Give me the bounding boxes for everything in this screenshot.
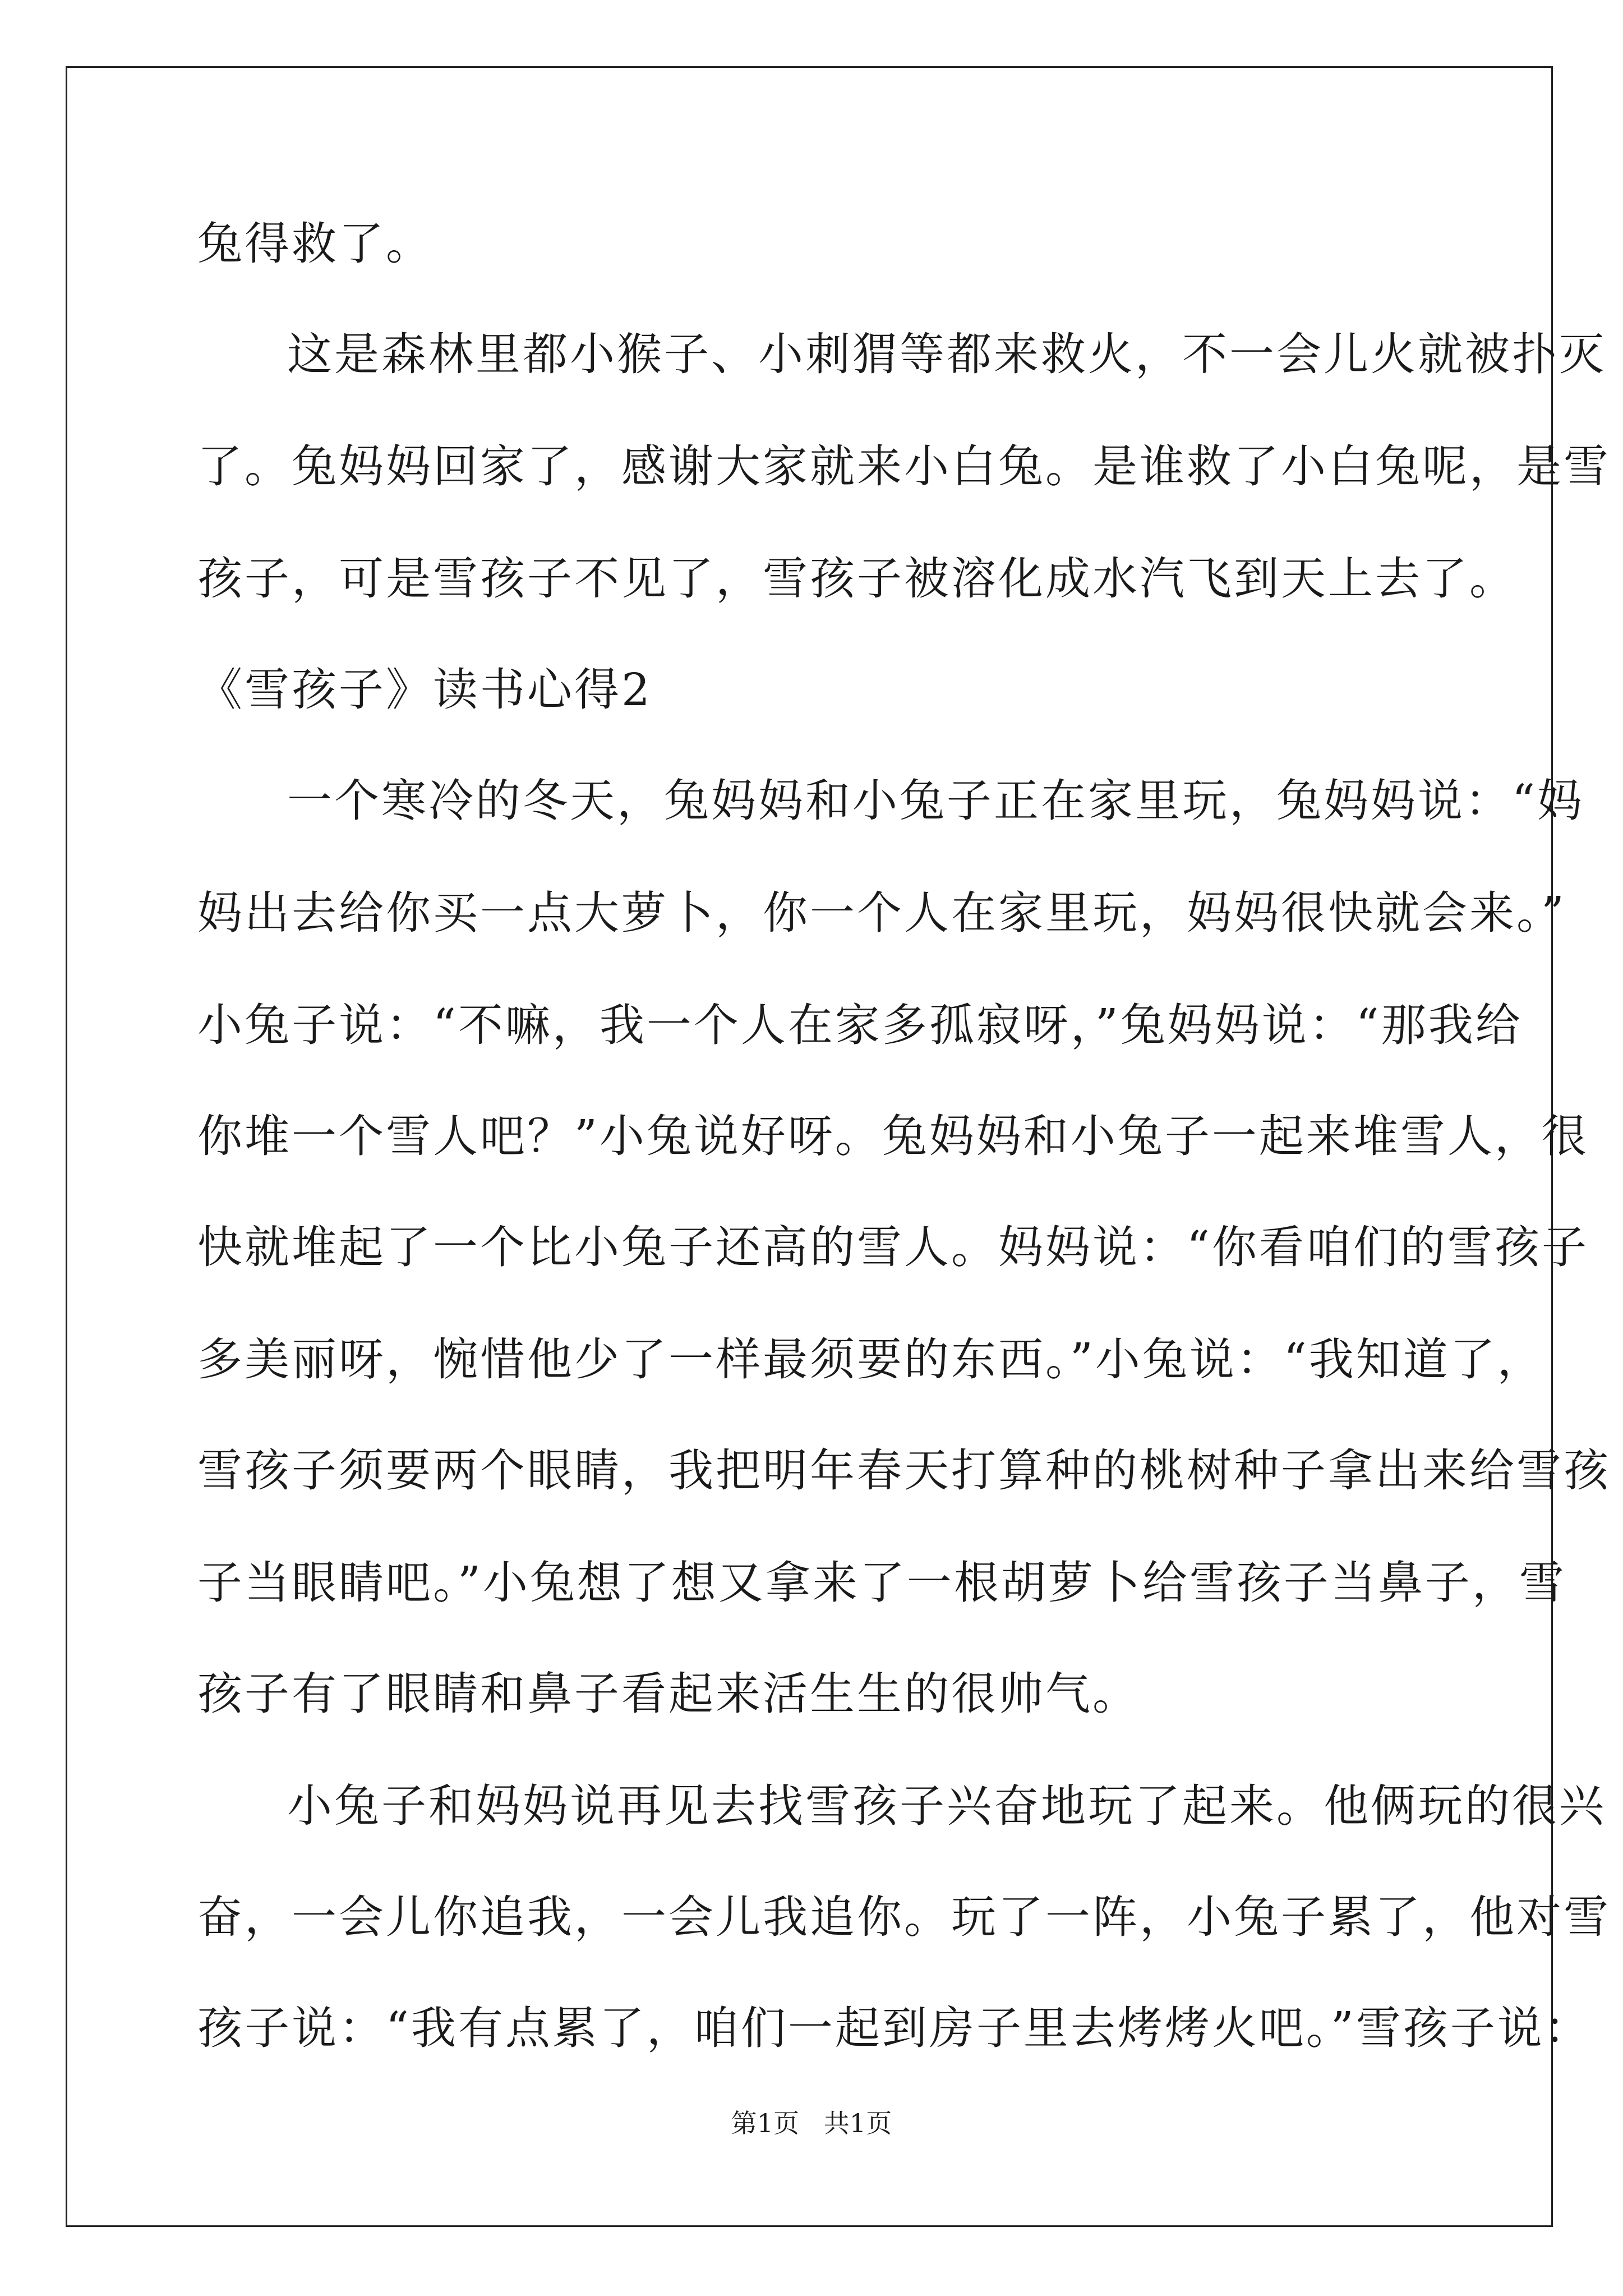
paragraph-line: 孩子说：“我有点累了，咱们一起到房子里去烤烤火吧。”雪孩子说： [197, 2002, 1592, 2054]
paragraph-line: 孩子，可是雪孩子不见了，雪孩子被溶化成水汽飞到天上去了。 [197, 553, 1516, 605]
section-heading: 《雪孩子》读书心得2 [197, 664, 652, 716]
paragraph-line: 这是森林里都小猴子、小刺猬等都来救火，不一会儿火就被扑灭 [287, 328, 1606, 380]
paragraph-line: 孩子有了眼睛和鼻子看起来活生生的很帅气。 [197, 1668, 1140, 1720]
paragraph-line: 子当眼睛吧。”小兔想了想又拿来了一根胡萝卜给雪孩子当鼻子，雪 [197, 1557, 1566, 1609]
paragraph-line: 奋，一会儿你追我，一会儿我追你。玩了一阵，小兔子累了，他对雪 [197, 1891, 1611, 1943]
paragraph-line: 小兔子和妈妈说再见去找雪孩子兴奋地玩了起来。他俩玩的很兴 [287, 1780, 1606, 1832]
paragraph-line: 兔得救了。 [197, 218, 433, 270]
paragraph-line: 妈出去给你买一点大萝卜，你一个人在家里玩，妈妈很快就会来。” [197, 887, 1566, 939]
paragraph-line: 一个寒冷的冬天，兔妈妈和小兔子正在家里玩，兔妈妈说：“妈 [287, 775, 1584, 827]
paragraph-line: 快就堆起了一个比小兔子还高的雪人。妈妈说：“你看咱们的雪孩子 [197, 1221, 1589, 1273]
paragraph-line: 多美丽呀，惋惜他少了一样最须要的东西。”小兔说：“我知道了， [197, 1333, 1544, 1386]
paragraph-line: 小兔子说：“不嘛，我一个人在家多孤寂呀，”兔妈妈说：“那我给 [197, 999, 1523, 1051]
paragraph-line: 雪孩子须要两个眼睛，我把明年春天打算种的桃树种子拿出来给雪孩 [197, 1444, 1611, 1497]
page-footer: 第1页 共1页 [731, 2108, 892, 2138]
paragraph-line: 了。兔妈妈回家了，感谢大家就来小白兔。是谁救了小白兔呢，是雪 [197, 440, 1611, 493]
paragraph-line: 你堆一个雪人吧？”小兔说好呀。兔妈妈和小兔子一起来堆雪人，很 [197, 1110, 1589, 1162]
